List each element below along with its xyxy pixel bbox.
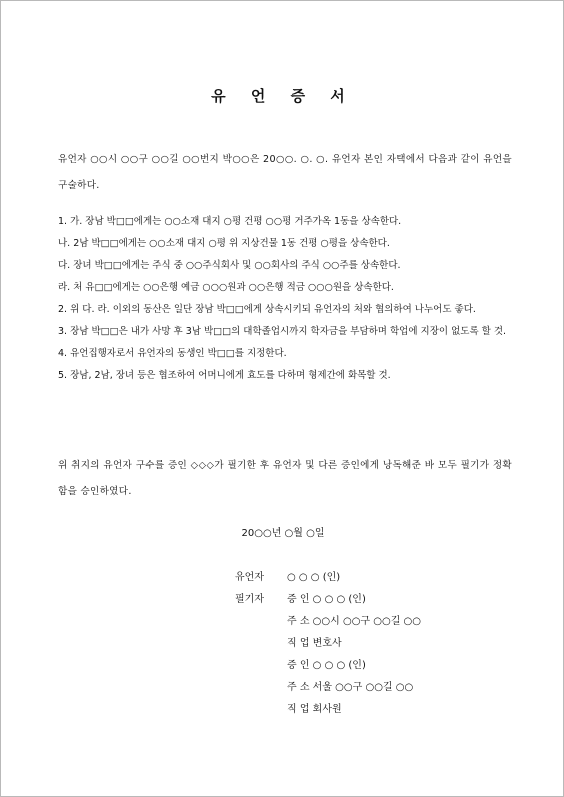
witness2-name-row: [235, 655, 421, 677]
document-title: 유 언 증 서: [211, 87, 355, 105]
witness2-job-row: [235, 699, 421, 721]
list-item: 다. 장녀 박□□에게는 주식 중 ○○주식회사 및 ○○회사의 주식 ○○주를 상속한다.: [58, 260, 401, 271]
witness2-address: 주 소 서울 ○○구 ○○길 ○○: [287, 682, 414, 693]
list-item: 라. 처 유□□에게는 ○○은행 예금 ○○○원과 ○○은행 적금 ○○○원을 상속한다.: [58, 282, 394, 293]
witness1-address-row: [235, 611, 421, 633]
witness2-address-row: [235, 677, 421, 699]
list-item: 4. 유언집행자로서 유언자의 동생인 박□□를 지정한다.: [58, 348, 287, 359]
list-item: 5. 장남, 2남, 장녀 등은 협조하여 어머니에게 효도를 다하며 형제간에 화목할 것.: [58, 370, 391, 381]
document-date: 20○○년 ○월 ○일: [241, 528, 325, 539]
witness1-job: 직 업 변호사: [287, 638, 342, 649]
witness2-name: 증 인 ○ ○ ○ (인): [287, 660, 366, 671]
testator-label: 유언자: [235, 572, 264, 583]
scribe-label: 필기자: [235, 594, 264, 605]
witness1-address: 주 소 ○○시 ○○구 ○○길 ○○: [287, 616, 421, 627]
list-item: 나. 2남 박□□에게는 ○○소재 대지 ○평 위 지상건물 1동 건평 ○평을 상속한다.: [58, 238, 390, 249]
witness2-job: 직 업 회사원: [287, 704, 342, 715]
list-item: 2. 위 다. 라. 이외의 동산은 일단 장남 박□□에게 상속시키되 유언자의 처와 협의하여 나누어도 좋다.: [58, 304, 476, 315]
closing-paragraph: 위 취지의 유언자 구수를 증인 ◇◇◇가 필기한 후 유언자 및 다른 증인에게 낭독해준 바 모두 필기가 정확함을 승인하였다.: [58, 460, 512, 497]
list-item: 3. 장남 박□□은 내가 사망 후 3남 박□□의 대학졸업시까지 학자금을 부담하며 학업에 지장이 없도록 할 것.: [58, 326, 507, 337]
witness1-name: 증 인 ○ ○ ○ (인): [287, 594, 366, 605]
intro-paragraph: 유언자 ○○시 ○○구 ○○길 ○○번지 박○○은 20○○. ○. ○. 유언자 본인 자택에서 다음과 같이 유언을 구술하다.: [58, 154, 512, 191]
scribe-row: [235, 589, 421, 611]
bequest-list: [58, 211, 514, 387]
testator-value: ○ ○ ○ (인): [287, 572, 341, 583]
testator-row: [235, 567, 421, 589]
witness1-job-row: [235, 633, 421, 655]
signature-block: [235, 567, 421, 721]
list-item: 1. 가. 장남 박□□에게는 ○○소재 대지 ○평 건평 ○○평 거주가옥 1동을 상속한다.: [58, 216, 402, 227]
